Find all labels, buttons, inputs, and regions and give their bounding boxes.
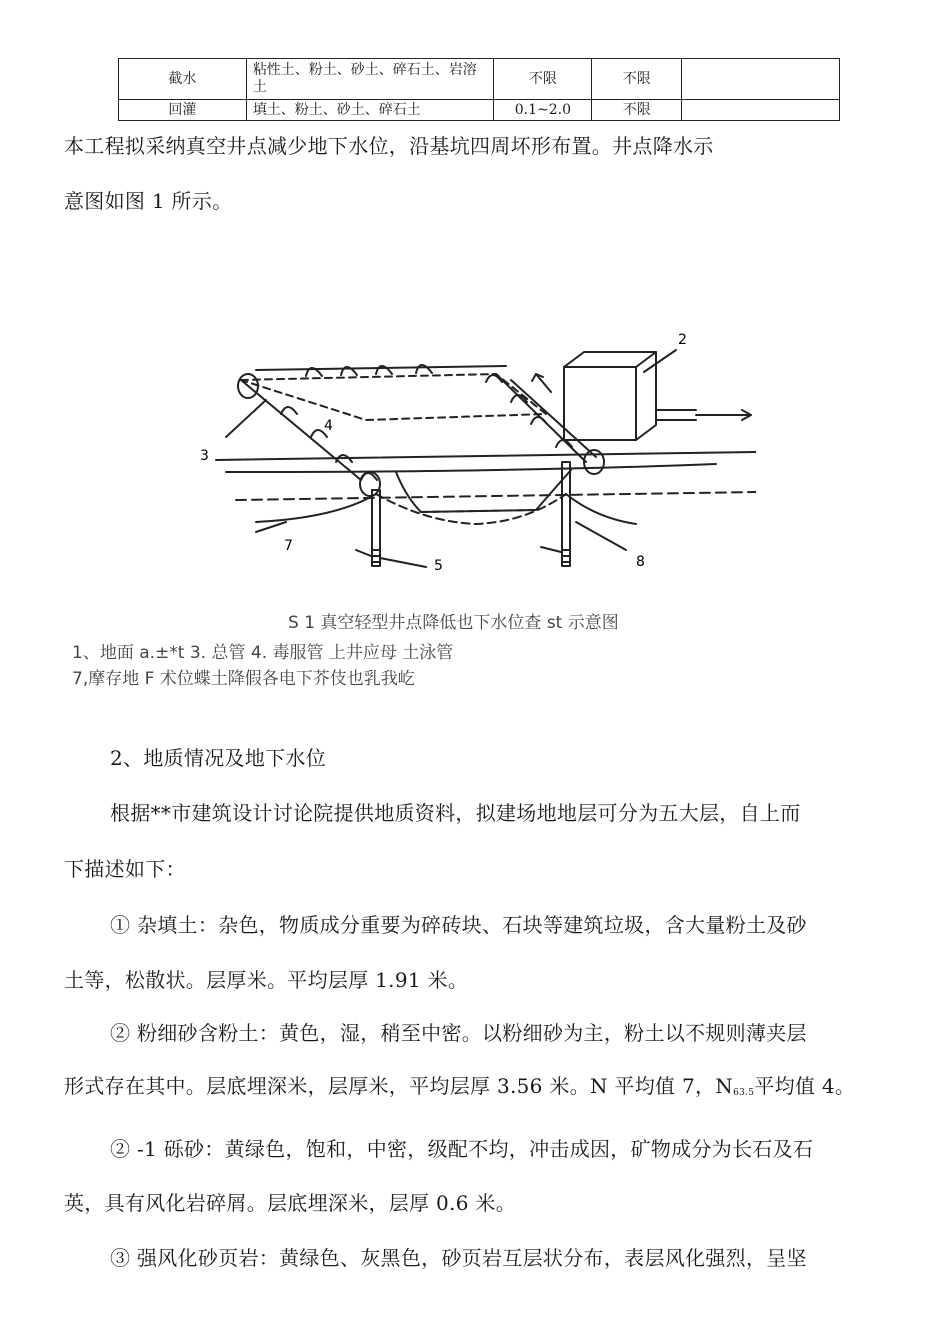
paragraph-line: 英，具有风化岩碎屑。层底埋深米，层厚 0.6 米。 <box>64 1191 517 1215</box>
table-cell-extra <box>682 100 840 121</box>
soil-method-table <box>118 58 840 121</box>
table-cell-coef: 0.1~2.0 <box>494 100 592 121</box>
figure-legend-line-2: 7,摩存地 F 术位蝶土降假各电下芥伎也乳我屹 <box>72 669 415 689</box>
figure-label-8: 8 <box>636 554 645 570</box>
table-row <box>119 59 840 100</box>
paragraph-line: 土等，松散状。层厚米。平均层厚 1.91 米。 <box>64 968 469 992</box>
figure-label-5: 5 <box>434 558 443 574</box>
figure-legend-line-1: 1、地面 a.±*t 3. 总管 4. 毒服管 上井应母 土泳管 <box>72 643 454 663</box>
table-cell-method: 回灌 <box>119 100 247 121</box>
paragraph-line: ② 粉细砂含粉土：黄色，湿，稍至中密。以粉细砂为主，粉土以不规则薄夹层 <box>110 1021 807 1045</box>
wellpoint-diagram <box>196 322 756 582</box>
table-cell-coef: 不限 <box>494 59 592 100</box>
table-row <box>119 100 840 121</box>
figure-label-2: 2 <box>678 332 687 348</box>
section-heading: 2、地质情况及地下水位 <box>110 746 327 770</box>
paragraph-line <box>64 1070 855 1099</box>
paragraph-line: ① 杂填土：杂色，物质成分重要为碎砖块、石块等建筑垃圾，含大量粉土及砂 <box>110 913 807 937</box>
figure-label-4: 4 <box>324 418 333 434</box>
table-cell-method: 截水 <box>119 59 247 100</box>
figure-label-3: 3 <box>200 448 209 464</box>
paragraph-line: ② -1 砾砂：黄绿色，饱和，中密，级配不均，冲击成因，矿物成分为长石及石 <box>110 1137 814 1161</box>
table-cell-depth: 不限 <box>592 59 682 100</box>
intro-line-1: 本工程拟采纳真空井点减少地下水位，沿基坑四周坏形布置。井点降水示 <box>64 134 714 158</box>
table-cell-soil: 粘性土、粉土、砂土、碎石土、岩溶土 <box>246 59 494 100</box>
table-cell-depth: 不限 <box>592 100 682 121</box>
paragraph-line: ③ 强风化砂页岩：黄绿色、灰黑色，砂页岩互层状分布，表层风化强烈，呈坚 <box>110 1246 807 1270</box>
table-cell-extra <box>682 59 840 100</box>
figure-label-7: 7 <box>284 538 293 554</box>
paragraph-text: 形式存在其中。层底埋深米，层厚米，平均层厚 3.56 米。N 平均值 7，N <box>64 1074 734 1098</box>
paragraph-text: 平均值 4。 <box>754 1074 856 1098</box>
paragraph-line: 下描述如下： <box>64 857 186 881</box>
table-cell-soil: 填土、粉土、砂土、碎石土 <box>246 100 494 121</box>
intro-line-2: 意图如图 1 所示。 <box>64 189 233 213</box>
figure-caption: S 1 真空轻型井点降低也下水位查 st 示意图 <box>288 613 619 633</box>
subscript-text: 63.5 <box>733 1088 755 1098</box>
paragraph-line: 根据**市建筑设计讨论院提供地质资料，拟建场地地层可分为五大层，自上而 <box>110 801 801 825</box>
